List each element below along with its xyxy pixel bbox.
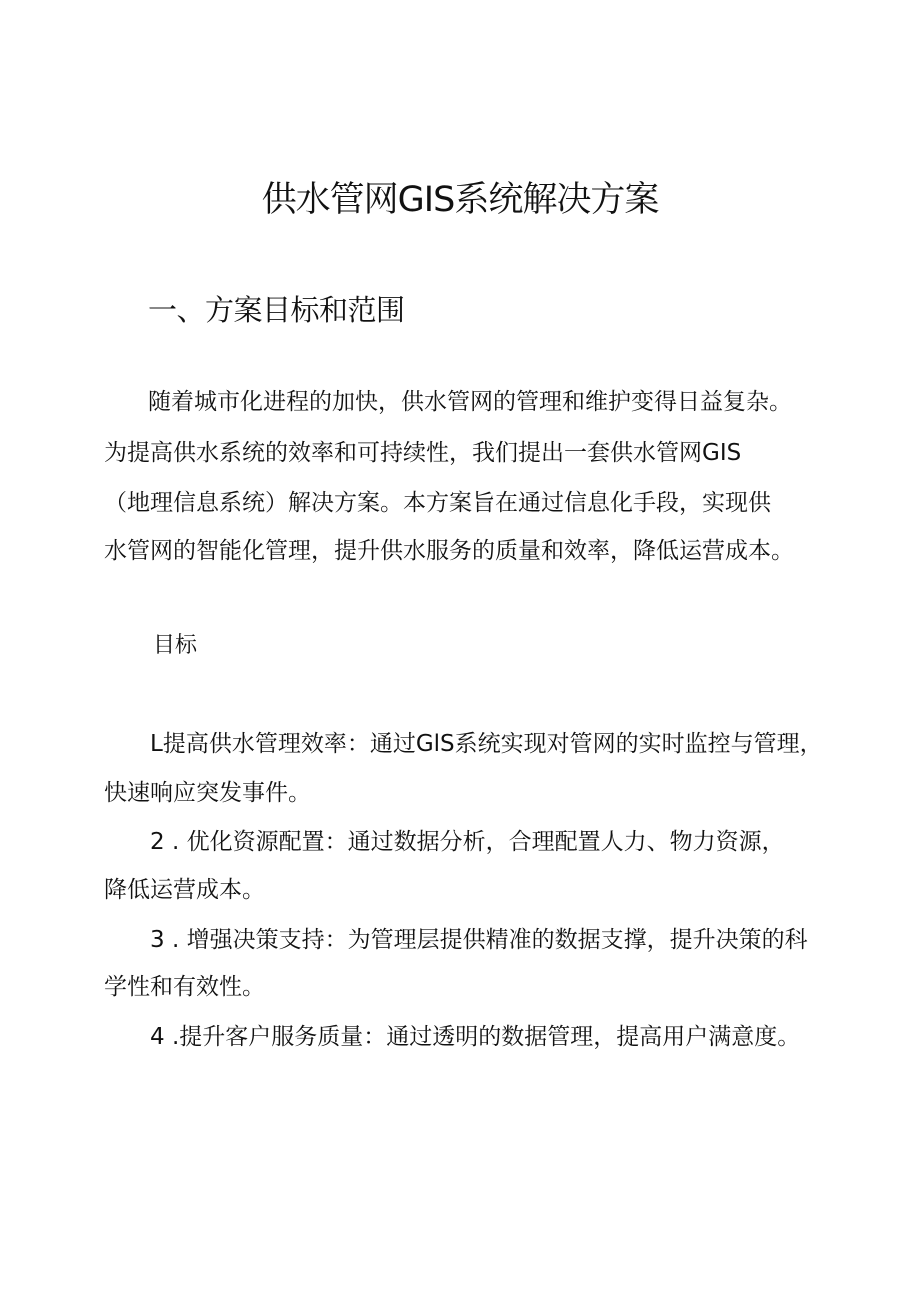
goal-3-line-1: 3 . 增强决策支持：为管理层提供精准的数据支撑，提升决策的科 [150,927,808,953]
intro-line-3: （地理信息系统）解决方案。本方案旨在通过信息化手段，实现供 [104,490,771,516]
intro-line-4: 水管网的智能化管理，提升供水服务的质量和效率，降低运营成本。 [104,538,794,564]
goal-2-line-1: 2 . 优化资源配置：通过数据分析，合理配置人力、物力资源， [150,829,785,855]
document-title: 供水管网GIS系统解决方案 [261,180,659,220]
goal-2-line-2: 降低运营成本。 [104,877,265,903]
section-heading: 一、方案目标和范围 [148,293,405,327]
goal-1-line-1: L提高供水管理效率：通过GlS系统实现对管网的实时监控与管理， [150,731,823,757]
goal-3-line-2: 学性和有效性。 [104,974,265,1000]
goal-4-line-1: 4 .提升客户服务质量：通过透明的数据管理，提高用户满意度。 [150,1024,801,1050]
intro-line-2: 为提高供水系统的效率和可持续性，我们提出一套供水管网GIS [104,440,742,466]
goals-subheading: 目标 [153,633,198,658]
goal-1-line-2: 快速响应突发事件。 [104,780,311,806]
intro-line-1: 随着城市化进程的加快，供水管网的管理和维护变得日益复杂。 [148,389,792,415]
